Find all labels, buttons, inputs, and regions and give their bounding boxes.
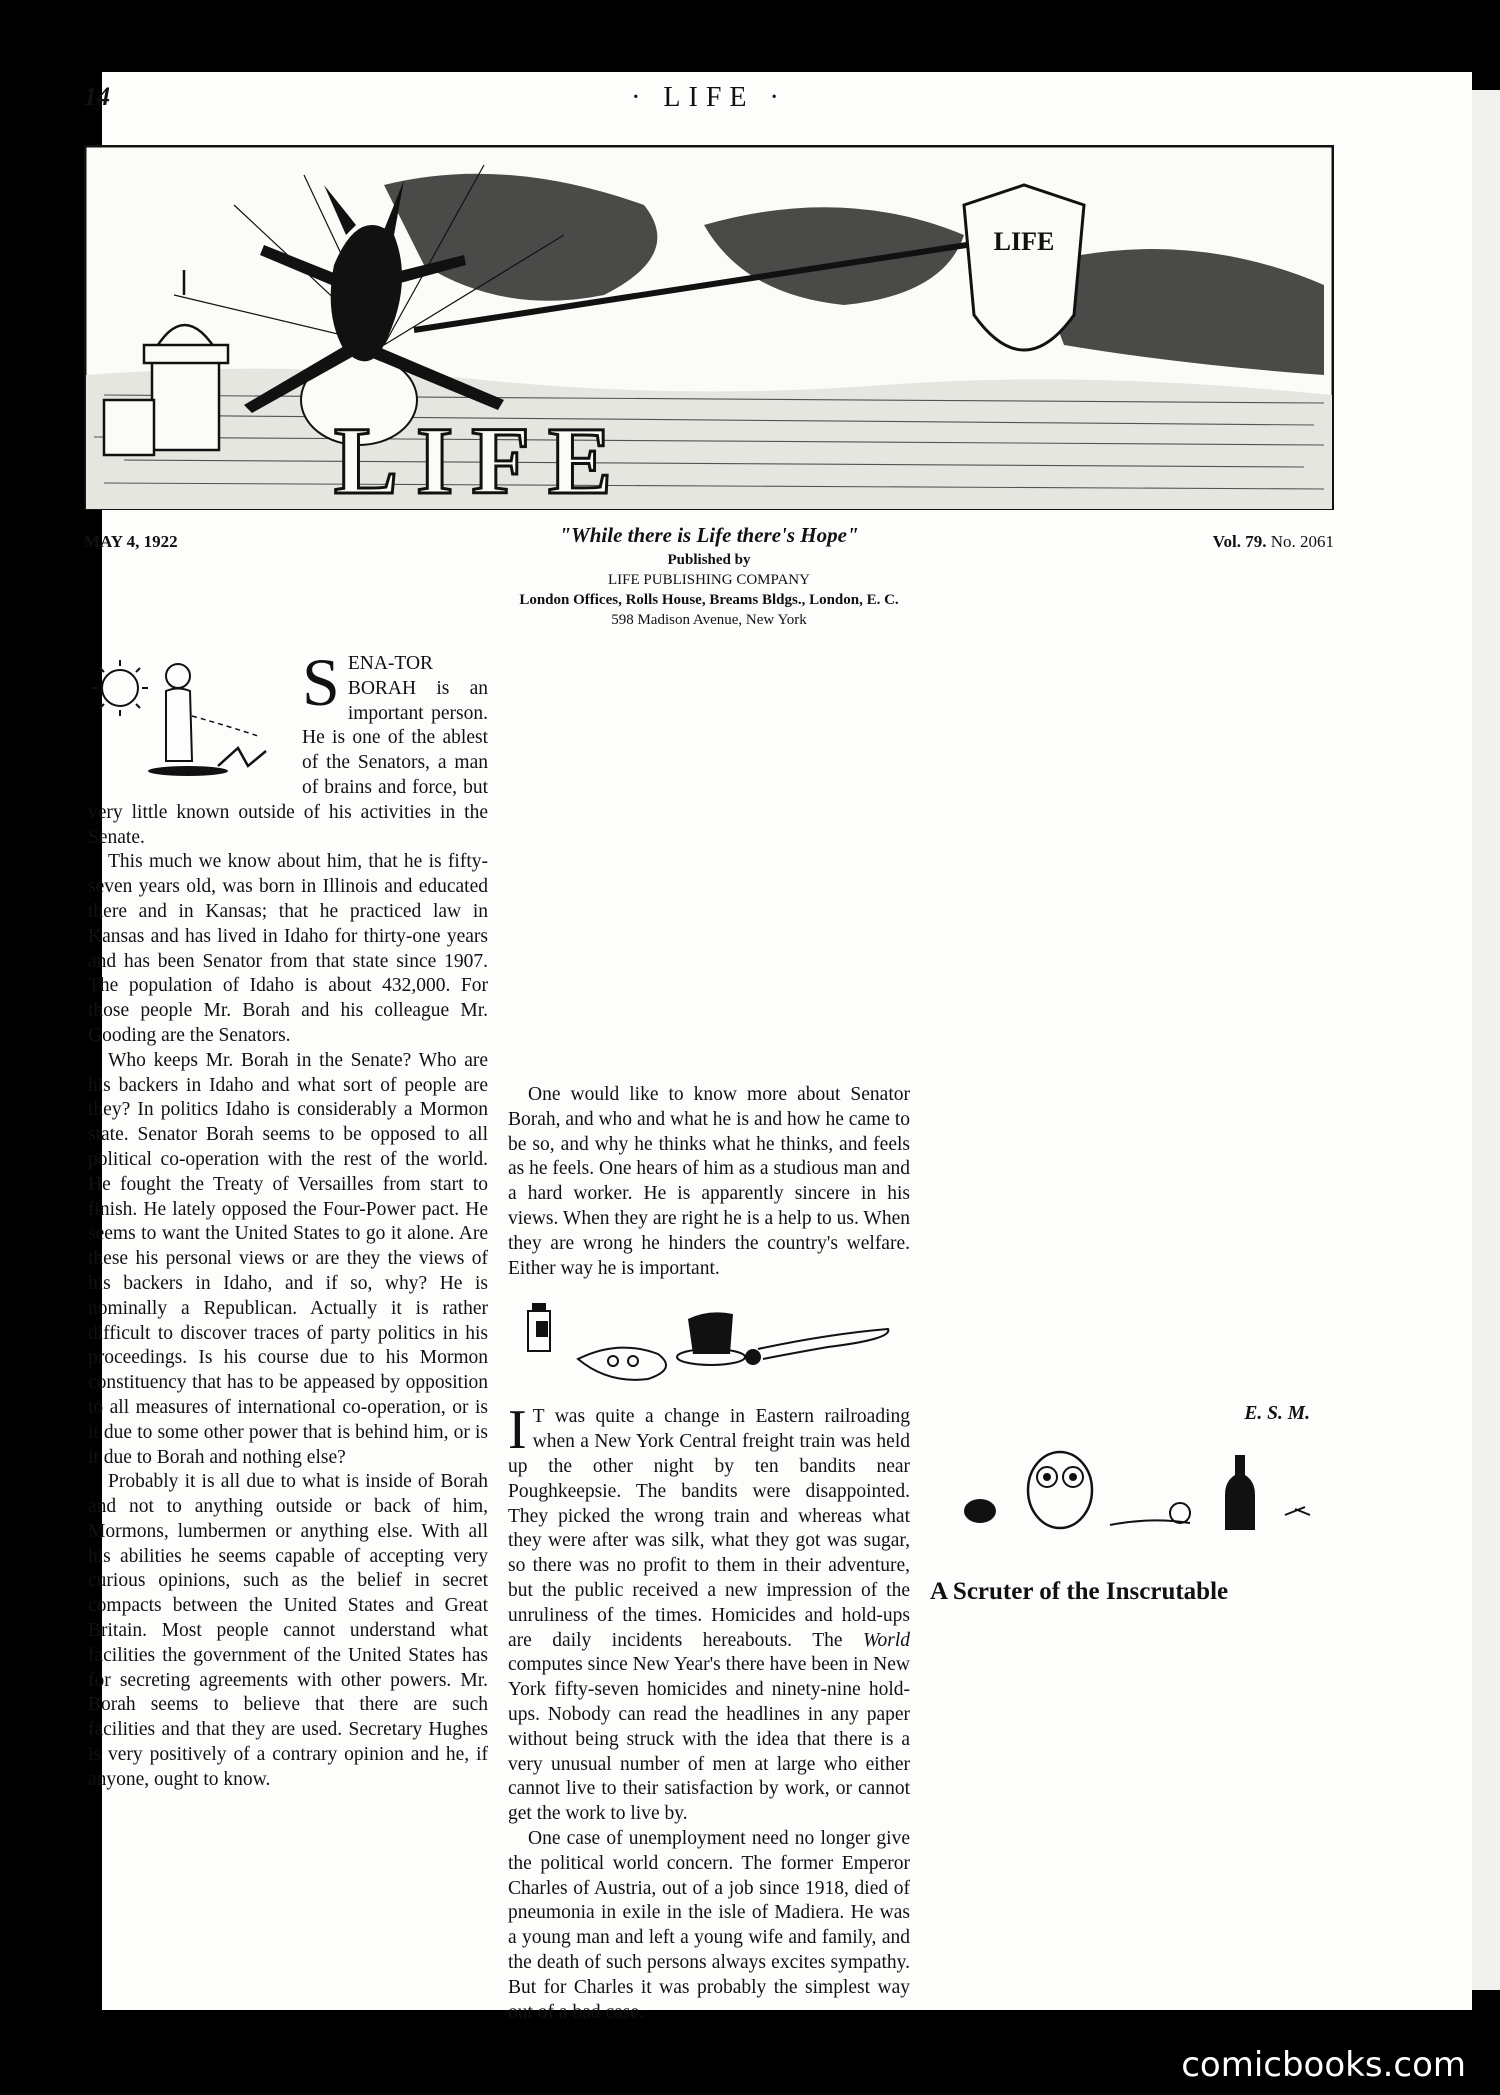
masthead — [84, 520, 1334, 630]
column-2: One would like to know more about Senator Borah, and who and what he is and how he came to be so, and why he thinks what he thinks, and feels as he feels. One hears of him as a studious man and a hard worker. He is apparently sincere in his views. When they are right he is a help to us. When they are wrong he hinders the country's welfare. Either way he is important. I T was quite a change in Eastern railroading when a New York Central freight train was held up the other night by ten bandits near Poughkeepsie. The bandits were disappointed. They picked the wrong train and whereas what they were after was silk, what they got was sugar, so there was no profit to them in their adventure, but the public received a new impression of the unruliness of the times. Homicides and hold-ups are daily incidents hereabouts. The World computes since New Year's there have been in New York fifty-seven homicides and ninety-nine hold-ups. Nobody can read the headlines in any paper without being struck with the idea that there is a very unusual number of men at large who either cannot live to their satisfaction by work, or cannot get the work to live by. One case of unemployment need no longer give the political world concern. The former Emperor Charles of Austria, out of a job since 1918, died of pneumonia in exile in the isle of Madiera. He was a young man and left a young wife and family, and the death of such persons always excites sympathy. But for Charles it was probably the simplest way out of a bad case. — [508, 1083, 910, 2025]
article1-para5: One would like to know more about Senator Borah, and who and what he is and how he came to be so, and why he thinks what he thinks, and feels as he feels. One hears of him as a studious man and a hard worker. He is apparently sincere in his views. When they are right he is a help to us. When they are wrong he hinders the country's welfare. Either way he is important. — [508, 1084, 910, 1279]
banner-illustration — [84, 145, 1334, 510]
article1-para2: This much we know about him, that he is fifty-seven years old, was born in Illinois and educated there and in Kansas; that he practiced law in Kansas and has lived in Idaho for thirty-one years and has been Senator from that state since 1907. The population of Idaho is about 432,000. For those people Mr. Borah and his colleague Mr. Gooding are the Senators. — [88, 851, 488, 1046]
issue-date: MAY 4, 1922 — [84, 532, 178, 551]
article3-title: A Scruter of the Inscrutable — [930, 1578, 1229, 1605]
adjacent-page-edge — [1472, 90, 1500, 1990]
article2-signature: E. S. M. — [1244, 1403, 1310, 1424]
article2-para2: One case of unemployment need no longer give the political world concern. The former Emperor Charles of Austria, out of a job since 1918, died of pneumonia in exile in the isle of Madiera. He was a young man and left a young wife and family, and the death of such persons always excites sympathy. But for Charles it was probably the simplest way out of a bad case. — [508, 1827, 910, 2023]
sun-figure-illustration — [88, 656, 288, 781]
motto: "While there is Life there's Hope" — [559, 523, 859, 547]
london-office: London Offices, Rolls House, Breams Bldgs., London, E. C. — [519, 592, 899, 608]
lantern-hat-ornament — [508, 1299, 910, 1389]
shield-label: LIFE — [993, 227, 1055, 256]
article1-para1: ENA-TOR BORAH is an important person. He is one of the ablest of the Senators, a man of brains and force, but very little known outside of his activities in the Senate. — [88, 653, 488, 848]
drop-cap-s: S — [302, 644, 340, 720]
ornament-illustration — [508, 1299, 910, 1389]
owl-bottle-ornament — [930, 1445, 1330, 1535]
volume-number: Vol. 79. No. 2061 — [1212, 532, 1334, 551]
banner-art — [84, 145, 1334, 510]
drop-cap-i: I — [508, 1399, 527, 1462]
running-head: · LIFE · — [631, 82, 787, 113]
column-3-article — [930, 1570, 1330, 1611]
page-header — [84, 82, 1334, 122]
column-3 — [930, 1400, 1330, 1551]
watermark: comicbooks.com — [1181, 2045, 1466, 2085]
world-newspaper: World — [863, 1629, 910, 1651]
ny-office: 598 Madison Avenue, New York — [611, 612, 807, 628]
page-number: 14 — [84, 82, 110, 111]
owl-illustration — [930, 1445, 1330, 1535]
article1-para3: Who keeps Mr. Borah in the Senate? Who are his backers in Idaho and what sort of people are they? In politics Idaho is considerably a Mormon state. Senator Borah seems to be opposed to all political co-operation with the rest of the world. He fought the Treaty of Versailles from start to finish. He lately opposed the Four-Power pact. He seems to want the United States to go it alone. Are these his personal views or are they the views of his backers in Idaho, and if so, why? He is nominally a Republican. Actually it is rather difficult to discover traces of party politics in his proceedings. Is his course due to his Mormon constituency that has to be appeased by opposition to all measures of international co-operation, or is it due to some other power that is behind him, or is it due to Borah and nothing else? — [88, 1049, 488, 1468]
column-1 — [88, 644, 488, 1793]
published-by: Published by — [667, 552, 751, 568]
sun-cartoon — [88, 656, 288, 789]
publisher-name: LIFE PUBLISHING COMPANY — [608, 572, 810, 588]
article2-para1: T was quite a change in Eastern railroading when a New York Central freight train was held up the other night by ten bandits near Poughkeepsie. The bandits were disappointed. They picked the wrong train and whereas what they were after was silk, what they got was sugar, so there was no profit to them in their adventure, but the public received a new impression of the unruliness of the times. Homicides and hold-ups are daily incidents hereabouts. The — [508, 1406, 910, 1651]
article1-para4: Probably it is all due to what is inside of Borah and not to anything outside or back of him, Mormons, lumbermen or anything else. With all his abilities he seems capable of accepting very curious opinions, such as the belief in secret compacts between the United States and Great Britain. Most people cannot understand what facilities the government of the United States has for secreting agreements with other powers. Mr. Borah seems to believe that there are such facilities and that they are used. Secretary Hughes is very positively of a contrary opinion and he, if anyone, ought to know. — [88, 1471, 488, 1790]
masthead-center — [384, 520, 1034, 630]
life-logo: LIFE — [334, 407, 631, 510]
